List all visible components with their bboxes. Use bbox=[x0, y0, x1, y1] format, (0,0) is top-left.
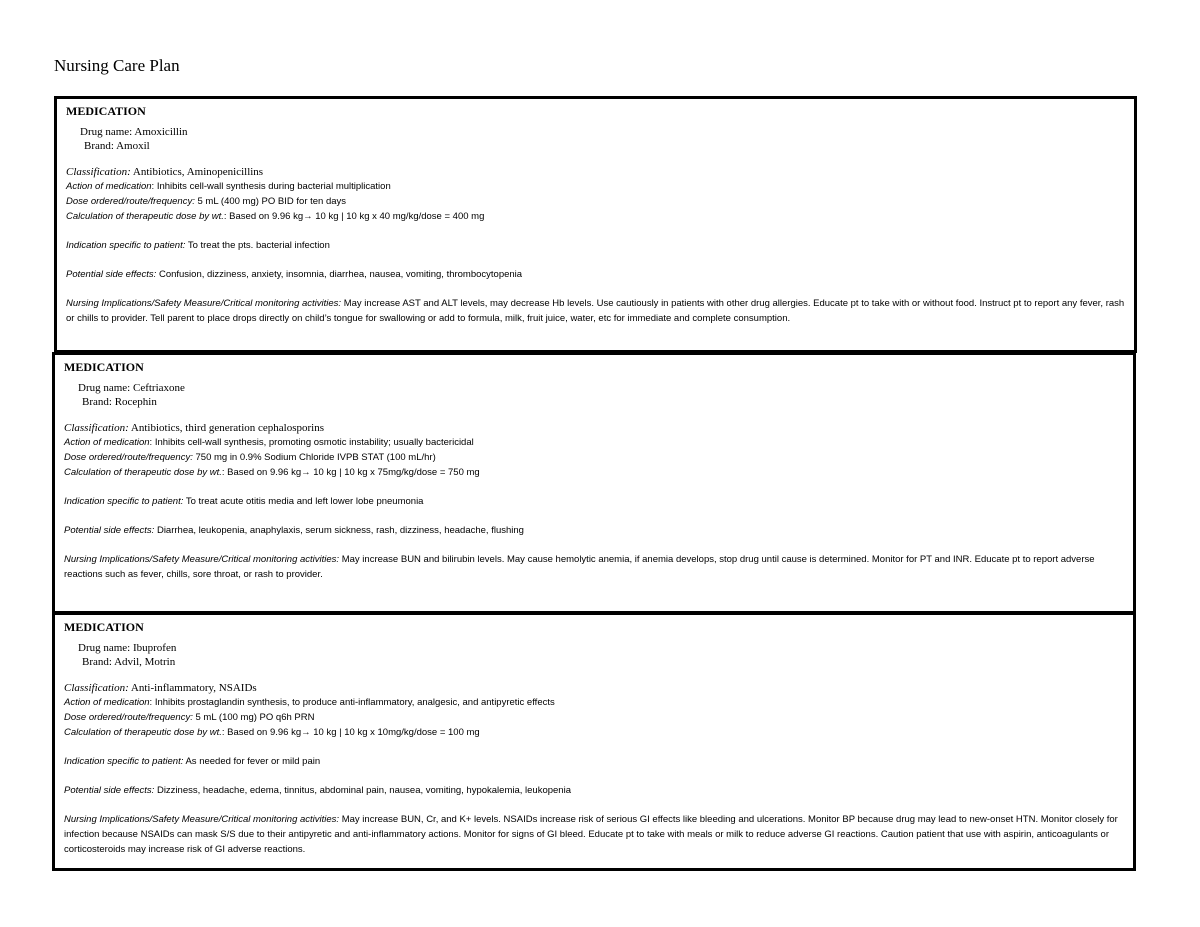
indication-label: Indication specific to patient: bbox=[66, 240, 186, 251]
brand-name: Brand: Advil, Motrin bbox=[82, 656, 176, 668]
drug-name: Drug name: Ibuprofen bbox=[78, 642, 177, 654]
calc-value: : Based on 9.96 kg→ 10 kg | 10 kg x 40 mg/kg/dose = 400 mg bbox=[223, 211, 485, 222]
side-effects-label: Potential side effects: bbox=[64, 785, 155, 796]
side-effects-label: Potential side effects: bbox=[66, 269, 157, 280]
action-label: Action of medication bbox=[64, 437, 150, 448]
nursing-implications bbox=[64, 552, 1124, 582]
dose-label: Dose ordered/route/frequency: bbox=[64, 452, 193, 463]
classification bbox=[64, 421, 1124, 435]
classification-label: Classification: bbox=[64, 422, 129, 434]
brand-name: Brand: Rocephin bbox=[82, 396, 157, 408]
indication bbox=[64, 494, 1124, 509]
nursing-value: May increase AST and ALT levels, may decrease Hb levels. Use cautiously in patients with other drug allergies. Educate pt to take with or without food. Instruct pt to report any fever, rash or chills to provider. Tell parent to place drops directly on child’s tongue for swallowing or add to formula, milk, fruit juice, water, etc for immediate and complete consumption. bbox=[66, 298, 1125, 324]
action-of-medication bbox=[64, 695, 1124, 710]
page-title: Nursing Care Plan bbox=[54, 56, 180, 75]
dose-value: 5 mL (100 mg) PO q6h PRN bbox=[192, 712, 315, 723]
classification-value: Anti-inflammatory, NSAIDs bbox=[128, 682, 257, 694]
dose-value: 5 mL (400 mg) PO BID for ten days bbox=[194, 196, 347, 207]
indication bbox=[64, 754, 1124, 769]
classification bbox=[66, 165, 1125, 179]
dose-calculation bbox=[64, 725, 1124, 740]
indication-value: To treat acute otitis media and left lower lobe pneumonia bbox=[183, 496, 424, 507]
nursing-implications bbox=[64, 812, 1124, 857]
action-value: : Inhibits prostaglandin synthesis, to produce anti-inflammatory, analgesic, and antipyretic effects bbox=[149, 697, 555, 708]
dose-calculation bbox=[66, 209, 1125, 224]
dose-label: Dose ordered/route/frequency: bbox=[66, 196, 195, 207]
action-label: Action of medication bbox=[66, 181, 152, 192]
drug-name: Drug name: Amoxicillin bbox=[80, 126, 188, 138]
action-of-medication bbox=[66, 179, 1125, 194]
indication bbox=[66, 238, 1125, 253]
side-effects bbox=[64, 783, 1124, 798]
dose-ordered bbox=[64, 450, 1124, 465]
side-effects-value: Diarrhea, leukopenia, anaphylaxis, serum sickness, rash, dizziness, headache, flushing bbox=[154, 525, 524, 536]
action-of-medication bbox=[64, 435, 1124, 450]
indication-label: Indication specific to patient: bbox=[64, 756, 184, 767]
medication-heading: MEDICATION bbox=[64, 360, 144, 374]
medication-card bbox=[52, 352, 1136, 614]
nursing-value: May increase BUN and bilirubin levels. May cause hemolytic anemia, if anemia develops, stop drug until cause is determined. Monitor for PT and INR. Educate pt to report adverse reactions such as fever, chills, sore throat, or rash to provider. bbox=[64, 554, 1095, 580]
classification-value: Antibiotics, third generation cephalosporins bbox=[128, 422, 324, 434]
medication-heading: MEDICATION bbox=[64, 620, 144, 634]
indication-label: Indication specific to patient: bbox=[64, 496, 184, 507]
side-effects bbox=[64, 523, 1124, 538]
action-value: : Inhibits cell-wall synthesis, promoting osmotic instability; usually bactericidal bbox=[149, 437, 474, 448]
side-effects-value: Confusion, dizziness, anxiety, insomnia, diarrhea, nausea, vomiting, thrombocytopenia bbox=[156, 269, 523, 280]
dose-ordered bbox=[66, 194, 1125, 209]
dose-value: 750 mg in 0.9% Sodium Chloride IVPB STAT (100 mL/hr) bbox=[192, 452, 436, 463]
nursing-label: Nursing Implications/Safety Measure/Critical monitoring activities: bbox=[66, 298, 342, 309]
side-effects-value: Dizziness, headache, edema, tinnitus, abdominal pain, nausea, vomiting, hypokalemia, leukopenia bbox=[154, 785, 571, 796]
calc-label: Calculation of therapeutic dose by wt. bbox=[66, 211, 224, 222]
action-label: Action of medication bbox=[64, 697, 150, 708]
classification bbox=[64, 681, 1124, 695]
classification-label: Classification: bbox=[66, 166, 131, 178]
indication-value: As needed for fever or mild pain bbox=[183, 756, 321, 767]
side-effects-label: Potential side effects: bbox=[64, 525, 155, 536]
drug-name: Drug name: Ceftriaxone bbox=[78, 382, 185, 394]
dose-calculation bbox=[64, 465, 1124, 480]
dose-label: Dose ordered/route/frequency: bbox=[64, 712, 193, 723]
brand-name: Brand: Amoxil bbox=[84, 140, 150, 152]
calc-label: Calculation of therapeutic dose by wt. bbox=[64, 467, 222, 478]
action-value: : Inhibits cell-wall synthesis during bacterial multiplication bbox=[151, 181, 391, 192]
side-effects bbox=[66, 267, 1125, 282]
calc-value: : Based on 9.96 kg→ 10 kg | 10 kg x 75mg/kg/dose = 750 mg bbox=[221, 467, 480, 478]
indication-value: To treat the pts. bacterial infection bbox=[185, 240, 330, 251]
nursing-implications bbox=[66, 296, 1125, 326]
medication-heading: MEDICATION bbox=[66, 104, 146, 118]
nursing-label: Nursing Implications/Safety Measure/Critical monitoring activities: bbox=[64, 554, 340, 565]
classification-value: Antibiotics, Aminopenicillins bbox=[130, 166, 264, 178]
calc-label: Calculation of therapeutic dose by wt. bbox=[64, 727, 222, 738]
medication-card bbox=[54, 96, 1137, 353]
classification-label: Classification: bbox=[64, 682, 129, 694]
medication-card bbox=[52, 612, 1136, 871]
nursing-value: May increase BUN, Cr, and K+ levels. NSAIDs increase risk of serious GI effects like bleeding and ulcerations. Monitor BP because drug may lead to new-onset HTN. Monitor closely for infection because NSAIDs can mask S/S due to their antipyretic and anti-inflammatory actions. Monitor for signs of GI bleed. Educate pt to take with meals or milk to reduce adverse GI reactions. Caution patient that use with aspirin, anticoagulants or corticosteroids may increase risk of GI adverse reactions. bbox=[64, 814, 1118, 855]
calc-value: : Based on 9.96 kg→ 10 kg | 10 kg x 10mg/kg/dose = 100 mg bbox=[221, 727, 480, 738]
dose-ordered bbox=[64, 710, 1124, 725]
nursing-label: Nursing Implications/Safety Measure/Critical monitoring activities: bbox=[64, 814, 340, 825]
